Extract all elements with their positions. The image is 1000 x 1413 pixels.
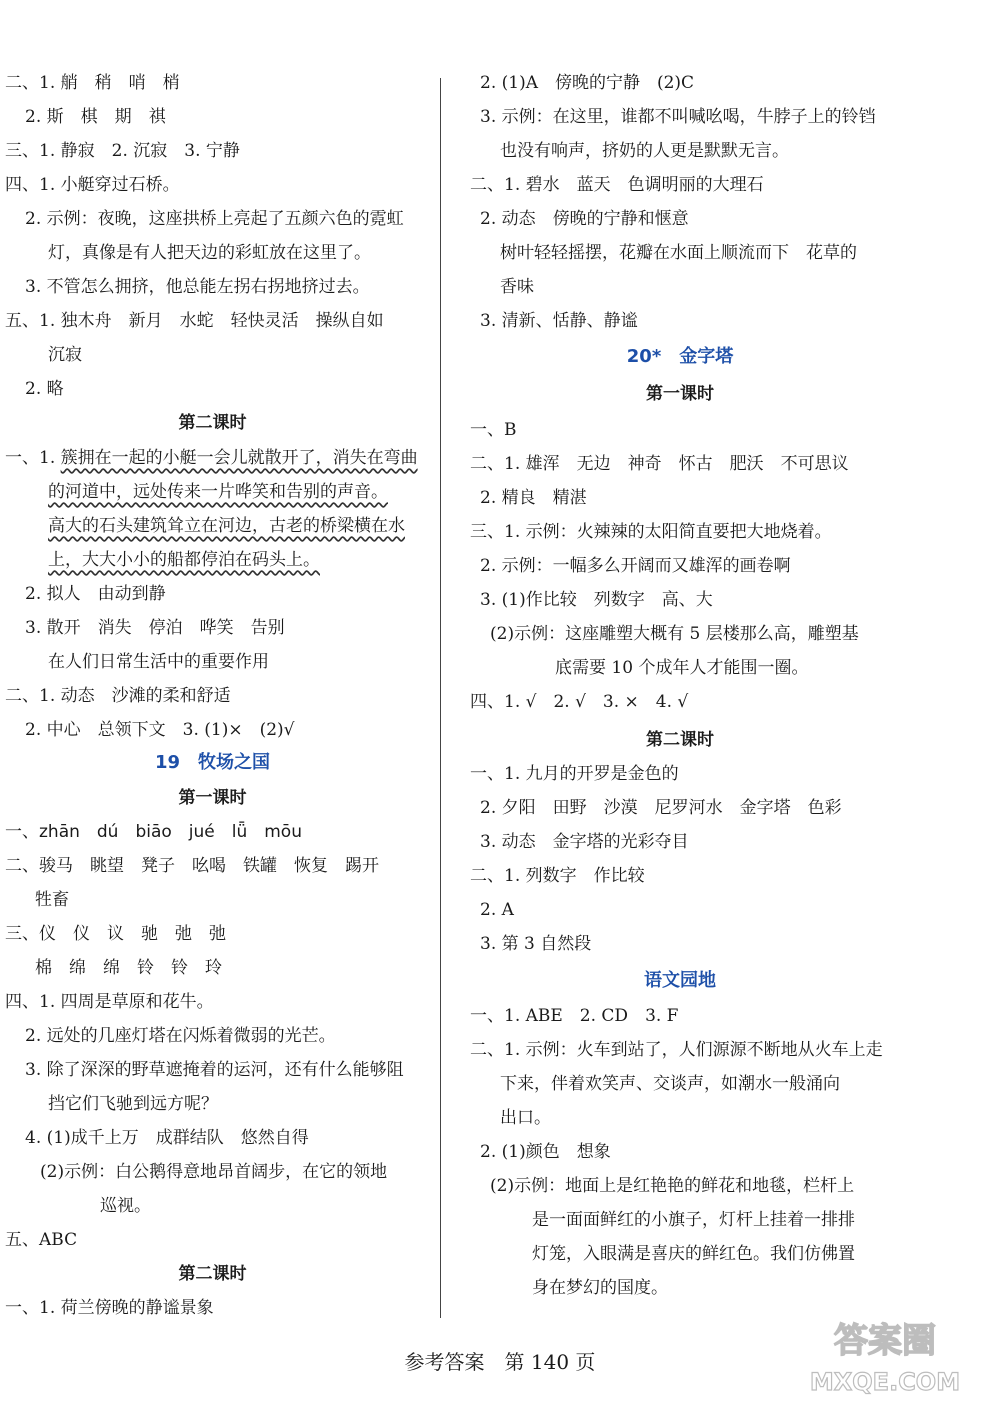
answer-line: 二、1. 示例：火车到站了，人们源源不断地从火车上走 — [470, 1040, 883, 1060]
answer-line: 一、1. 九月的开罗是金色的 — [470, 764, 679, 784]
answer-line: 3. 清新、恬静、静谧 — [480, 311, 638, 331]
answer-line: 二、1. 艄 稍 哨 梢 — [5, 73, 180, 93]
answer-line: 二、骏马 眺望 凳子 吆喝 铁罐 恢复 踢开 — [5, 856, 379, 876]
page-footer: 参考答案 第 140 页 — [404, 1350, 596, 1374]
answer-line: 2. 夕阳 田野 沙漠 尼罗河水 金字塔 色彩 — [480, 798, 842, 818]
answer-line: 二、1. 碧水 蓝天 色调明丽的大理石 — [470, 175, 764, 195]
watermark-text-bottom: MXQE.COM — [809, 1368, 961, 1396]
answer-line: 3. (1)作比较 列数字 高、大 — [480, 590, 713, 610]
answer-line: 二、1. 列数字 作比较 — [470, 866, 645, 886]
answer-line: 在人们日常生活中的重要作用 — [48, 652, 269, 672]
answer-line: 4. (1)成千上万 成群结队 悠然自得 — [25, 1128, 309, 1148]
answer-line: 2. 精良 精湛 — [480, 488, 587, 508]
underlined-sentence: 高大的石头建筑耸立在河边，古老的桥梁横在水 — [48, 516, 405, 536]
column-divider — [440, 78, 441, 1318]
answer-line: 3. 除了深深的野草遮掩着的运河，还有什么能够阻 — [25, 1060, 404, 1080]
answer-line: 身在梦幻的国度。 — [532, 1278, 668, 1298]
answer-line: 五、ABC — [5, 1230, 78, 1250]
answer-line: 四、1. 小艇穿过石桥。 — [5, 175, 180, 195]
answer-line: 香味 — [500, 277, 534, 297]
answer-line: 2. 斯 棋 期 祺 — [25, 107, 166, 127]
answer-line: 3. 不管怎么拥挤，他总能左拐右拐地挤过去。 — [25, 277, 370, 297]
answer-line — [5, 446, 418, 470]
lesson-title: 19 牧场之国 — [154, 752, 271, 773]
answer-line: 三、仪 仪 议 驰 弛 弛 — [5, 924, 226, 944]
answer-line: (2)示例：这座雕塑大概有 5 层楼那么高，雕塑基 — [490, 624, 859, 644]
answer-line: 二、1. 动态 沙滩的柔和舒适 — [5, 686, 231, 706]
section-heading: 第一课时 — [178, 788, 247, 808]
answer-line: 一、1. 荷兰傍晚的静谧景象 — [5, 1298, 214, 1318]
answer-line: 2. 拟人 由动到静 — [25, 584, 166, 604]
answer-line: 3. 示例：在这里，谁都不叫喊吆喝，牛脖子上的铃铛 — [480, 107, 876, 127]
answer-line: 2. (1)A 傍晚的宁静 (2)C — [480, 73, 695, 93]
answer-line: 2. (1)颜色 想象 — [480, 1142, 611, 1162]
answer-line: 3. 动态 金字塔的光彩夺目 — [480, 832, 689, 852]
answer-line: 底需要 10 个成年人才能围一圈。 — [555, 658, 809, 678]
answer-line: 也没有响声，挤奶的人更是默默无言。 — [500, 141, 789, 161]
answer-line: 五、1. 独木舟 新月 水蛇 轻快灵活 操纵自如 — [5, 311, 384, 331]
underlined-sentence: 的河道中，远处传来一片哗笑和告别的声音。 — [48, 482, 388, 502]
section-heading: 第二课时 — [178, 413, 247, 433]
answer-line: 棉 绵 绵 铃 铃 玲 — [35, 958, 222, 978]
answer-line: 2. 中心 总领下文 3. (1)× (2)√ — [25, 720, 295, 740]
pinyin-line: 一、zhān dú biāo jué lǖ mōu — [5, 822, 302, 842]
answer-line: 四、1. √ 2. √ 3. × 4. √ — [470, 692, 689, 712]
answer-line: (2)示例：白公鹅得意地昂首阔步，在它的领地 — [40, 1162, 388, 1182]
answer-line: 灯笼，入眼满是喜庆的鲜红色。我们仿佛置 — [532, 1244, 855, 1264]
answer-line: 树叶轻轻摇摆，花瓣在水面上顺流而下 花草的 — [500, 243, 857, 263]
answer-line: 三、1. 示例：火辣辣的太阳简直要把大地烧着。 — [470, 522, 832, 542]
underlined-sentence: 簇拥在一起的小艇一会儿就散开了，消失在弯曲 — [60, 448, 418, 468]
answer-line: 三、1. 静寂 2. 沉寂 3. 宁静 — [5, 141, 240, 161]
answer-line: 2. 动态 傍晚的宁静和惬意 — [480, 209, 689, 229]
answer-line: 3. 第 3 自然段 — [480, 934, 592, 954]
answer-line: 2. 略 — [25, 379, 64, 399]
underlined-sentence: 上，大大小小的船都停泊在码头上。 — [48, 550, 320, 570]
answer-line: 二、1. 雄浑 无边 神奇 怀古 肥沃 不可思议 — [470, 454, 849, 474]
answer-line: (2)示例：地面上是红艳艳的鲜花和地毯，栏杆上 — [490, 1176, 855, 1196]
answer-line: 牲畜 — [35, 890, 69, 910]
answer-line: 2. A — [480, 900, 514, 920]
answer-line: 2. 示例：一幅多么开阔而又雄浑的画卷啊 — [480, 556, 791, 576]
answer-line: 沉寂 — [48, 345, 82, 365]
section-heading: 第二课时 — [646, 730, 714, 750]
answer-line: 巡视。 — [100, 1196, 151, 1216]
watermark-logo — [790, 1312, 980, 1402]
answer-line: 是一面面鲜红的小旗子，灯杆上挂着一排排 — [532, 1210, 855, 1230]
answer-line: 2. 远处的几座灯塔在闪烁着微弱的光芒。 — [25, 1026, 336, 1046]
answer-line: 一、B — [470, 420, 517, 440]
lesson-title: 20* 金字塔 — [626, 346, 734, 367]
garden-title: 语文园地 — [644, 970, 716, 991]
answer-line: 灯，真像是有人把天边的彩虹放在这里了。 — [48, 243, 371, 263]
section-heading: 第一课时 — [646, 384, 714, 404]
answer-line: 下来，伴着欢笑声、交谈声，如潮水一般涌向 — [500, 1074, 840, 1094]
answer-line: 2. 示例：夜晚，这座拱桥上亮起了五颜六色的霓虹 — [25, 209, 404, 229]
answer-line: 出口。 — [500, 1108, 551, 1128]
answer-line: 四、1. 四周是草原和花牛。 — [5, 992, 214, 1012]
answer-line: 挡它们飞驰到远方呢？ — [48, 1094, 218, 1114]
section-heading: 第二课时 — [178, 1264, 247, 1284]
answer-line: 一、1. ABE 2. CD 3. F — [470, 1006, 679, 1026]
answer-line: 3. 散开 消失 停泊 哗笑 告别 — [25, 618, 285, 638]
answer-prefix: 一、1. — [5, 448, 61, 468]
watermark-text-top: 答案圈 — [834, 1321, 936, 1361]
